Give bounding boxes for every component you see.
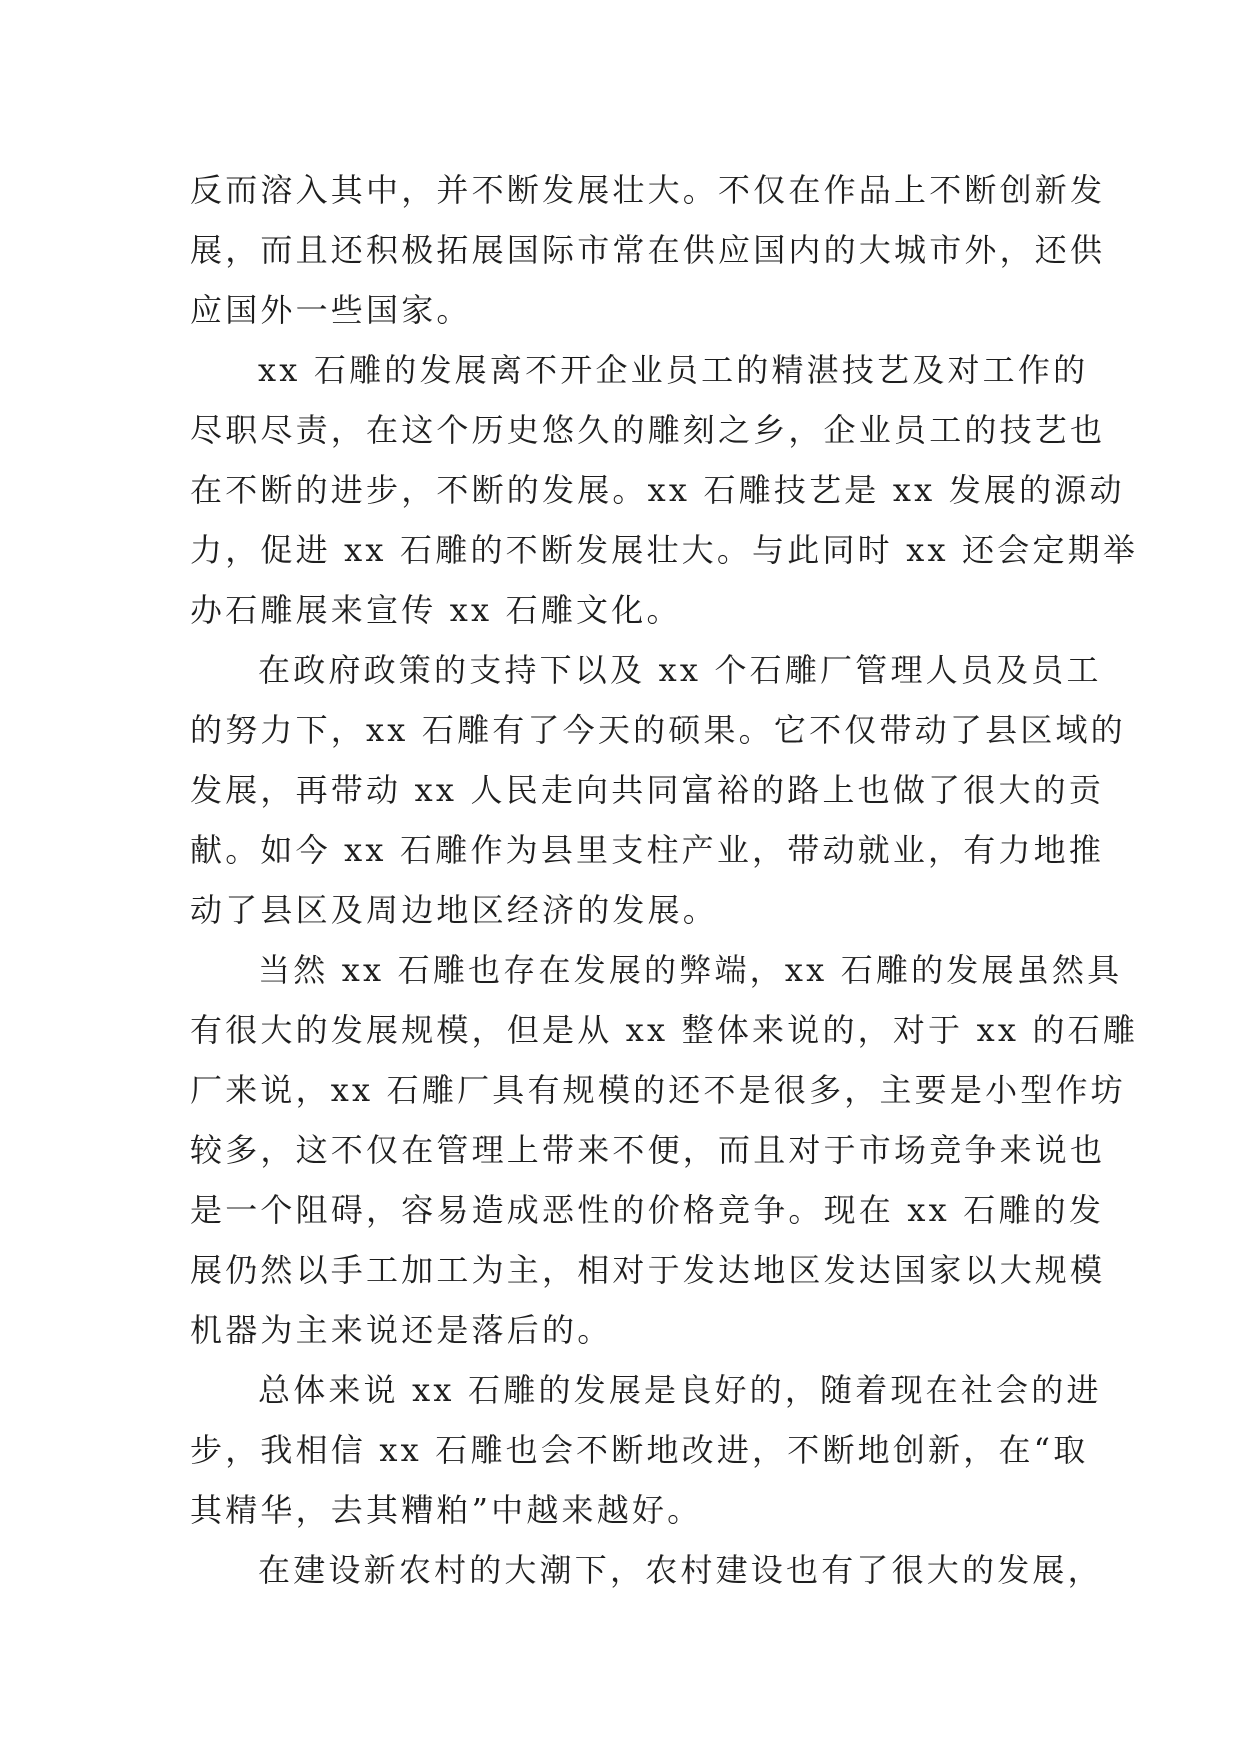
document-body [190,160,1139,1600]
paragraph-first-line: 当然 xx 石雕也存在发展的弊端，xx 石雕的发展虽然具 [258,951,1123,989]
text-line: 步，我相信 xx 石雕也会不断地改进，不断地创新，在“取 [190,1431,1089,1469]
text-line: 应国外一些国家。 [190,291,472,329]
text-line: 办石雕展来宣传 xx 石雕文化。 [190,591,682,629]
text-line: 发展，再带动 xx 人民走向共同富裕的路上也做了很大的贡 [190,771,1105,809]
text-line: 展仍然以手工加工为主，相对于发达地区发达国家以大规模 [190,1251,1106,1289]
text-line: 反而溶入其中，并不断发展壮大。不仅在作品上不断创新发 [190,171,1106,209]
text-line: 尽职尽责，在这个历史悠久的雕刻之乡，企业员工的技艺也 [190,411,1106,449]
text-line: 力，促进 xx 石雕的不断发展壮大。与此同时 xx 还会定期举 [190,531,1139,569]
paragraph-first-line: 在建设新农村的大潮下，农村建设也有了很大的发展， [258,1551,1103,1589]
text-line: 其精华，去其糟粕”中越来越好。 [190,1491,703,1529]
paragraph-first-line: 总体来说 xx 石雕的发展是良好的，随着现在社会的进 [258,1371,1102,1409]
text-line: 较多，这不仅在管理上带来不便，而且对于市场竞争来说也 [190,1131,1106,1169]
text-line: 有很大的发展规模，但是从 xx 整体来说的，对于 xx 的石雕 [190,1011,1139,1049]
text-line: 是一个阻碍，容易造成恶性的价格竞争。现在 xx 石雕的发 [190,1191,1105,1229]
text-line: 机器为主来说还是落后的。 [190,1311,613,1349]
text-line: 厂来说，xx 石雕厂具有规模的还不是很多，主要是小型作坊 [190,1071,1126,1109]
paragraph-first-line: xx 石雕的发展离不开企业员工的精湛技艺及对工作的 [258,351,1089,389]
paragraph-first-line: 在政府政策的支持下以及 xx 个石雕厂管理人员及员工 [258,651,1102,689]
text-line: 展，而且还积极拓展国际市常在供应国内的大城市外，还供 [190,231,1106,269]
text-line: 动了县区及周边地区经济的发展。 [190,891,719,929]
text-line: 献。如今 xx 石雕作为县里支柱产业，带动就业，有力地推 [190,831,1105,869]
text-line: 的努力下，xx 石雕有了今天的硕果。它不仅带动了县区域的 [190,711,1126,749]
text-line: 在不断的进步，不断的发展。xx 石雕技艺是 xx 发展的源动 [190,471,1125,509]
